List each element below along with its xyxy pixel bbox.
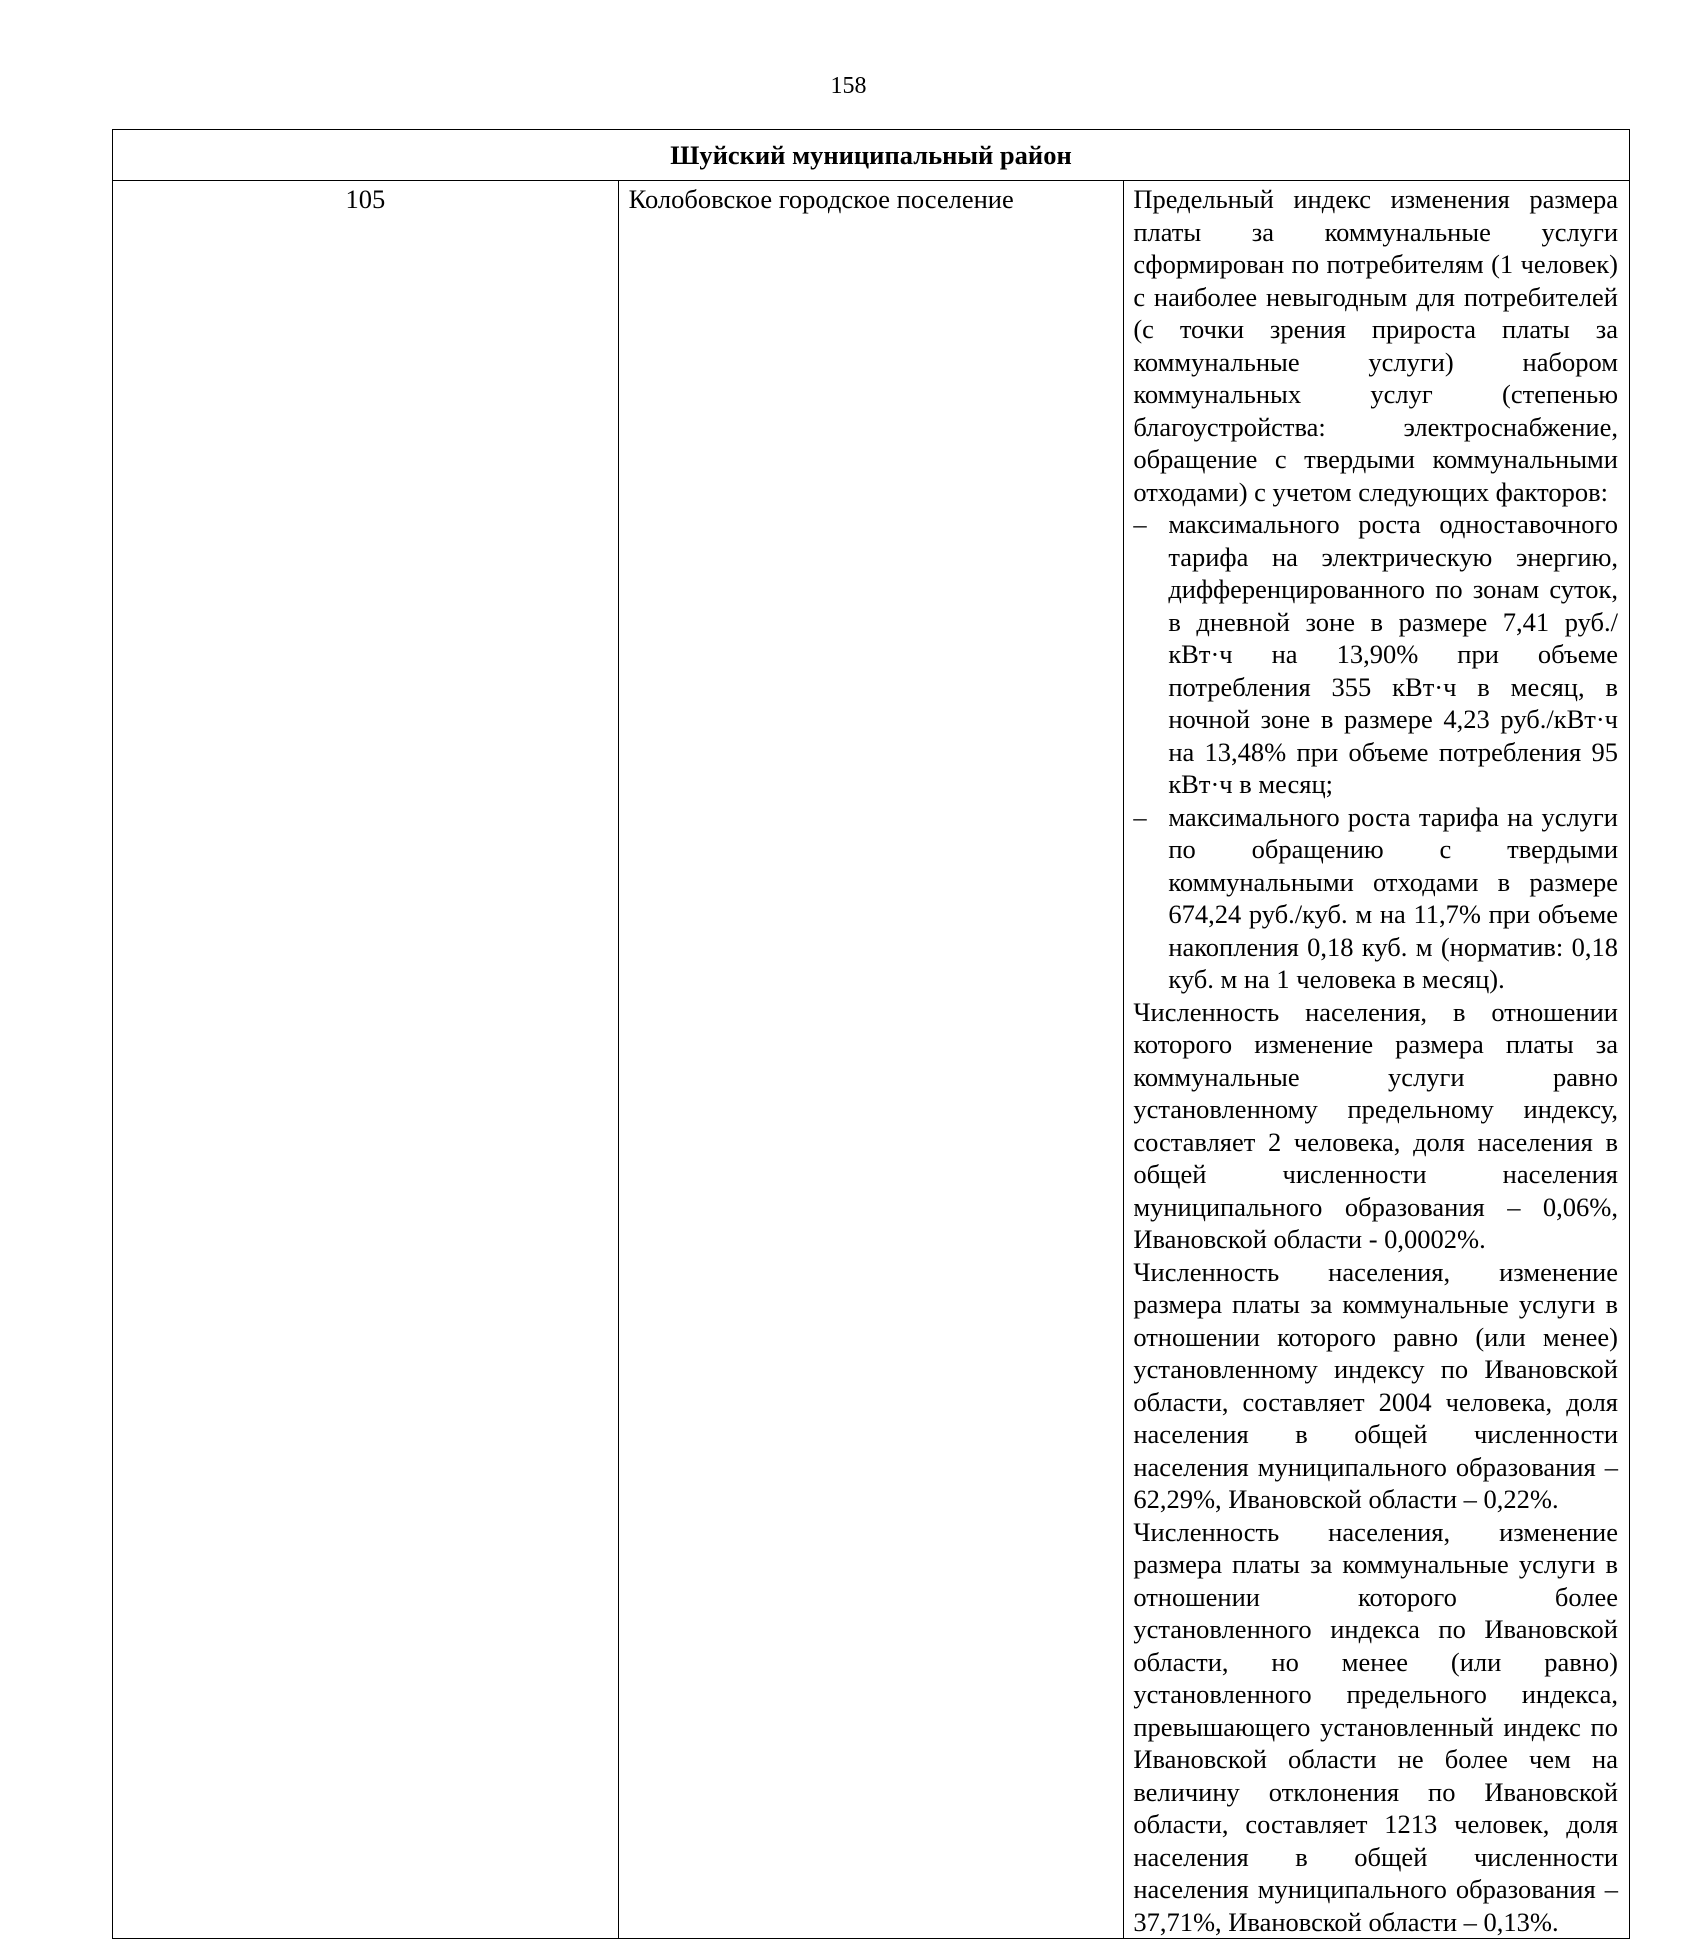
- population-paragraph: Численность населения, в отношении которого изменение размера платы за коммунальные услуги равно установленному предельному индексу, составляет 2 человека, доля населения в общей численности населения муниципального образования – 0,06%, Ивановской области - 0,0002%.: [1133, 996, 1618, 1254]
- bullet-text: максимального роста тарифа на услуги по обращению с твердыми коммунальными отходами в размере 674,24 руб./куб. м на 11,7% при объеме накопления 0,18 куб. м (норматив: 0,18 куб. м на 1 человека в месяц).: [1168, 801, 1618, 994]
- bullet-item: [1133, 508, 1618, 801]
- row-number: 105: [113, 181, 619, 1939]
- intro-paragraph: Предельный индекс изменения размера платы за коммунальные услуги сформирован по потребителям (1 человек) с наиболее невыгодным для потребителей (с точки зрения прироста платы за коммунальные услуги) набором коммунальных услуг (степенью благоустройства: электроснабжение, обращение с твердыми коммунальными отходами) с учетом следующих факторов:: [1133, 184, 1618, 507]
- bullet-item: [1133, 801, 1618, 996]
- description-cell: [1124, 181, 1630, 1939]
- region-title: Шуйский муниципальный район: [113, 130, 1630, 181]
- page-number: 158: [830, 73, 867, 99]
- bullet-dash: –: [1133, 509, 1147, 539]
- bullet-text: максимального роста одноставочного тарифа на электрическую энергию, дифференцированного по зонам суток, в дневной зоне в размере 7,41 руб./кВт·ч на 13,90% при объеме потребления 355 кВт·ч в месяц, в ночной зоне в размере 4,23 руб./кВт·ч на 13,48% при объеме потребления 95 кВт·ч в месяц;: [1168, 509, 1618, 799]
- population-paragraph: Численность населения, изменение размера платы за коммунальные услуги в отношении которого равно (или менее) установленному индексу по Ивановской области, составляет 2004 человека, доля населения в общей численности населения муниципального образования – 62,29%, Ивановской области – 0,22%.: [1133, 1256, 1618, 1514]
- settlement-name: Колобовское городское поселение: [618, 181, 1124, 1939]
- region-header-row: [113, 130, 1630, 181]
- population-paragraph: Численность населения, изменение размера платы за коммунальные услуги в отношении которого более установленного индекса по Ивановской области, но менее (или равно) установленного предельного индекса, превышающего установленный индекс по Ивановской области не более чем на величину отклонения по Ивановской области, составляет 1213 человек, доля населения в общей численности населения муниципального образования – 37,71%, Ивановской области – 0,13%.: [1133, 1516, 1618, 1937]
- table-row: [113, 181, 1630, 1939]
- tariff-index-table: [112, 129, 1630, 1939]
- bullet-dash: –: [1133, 801, 1147, 832]
